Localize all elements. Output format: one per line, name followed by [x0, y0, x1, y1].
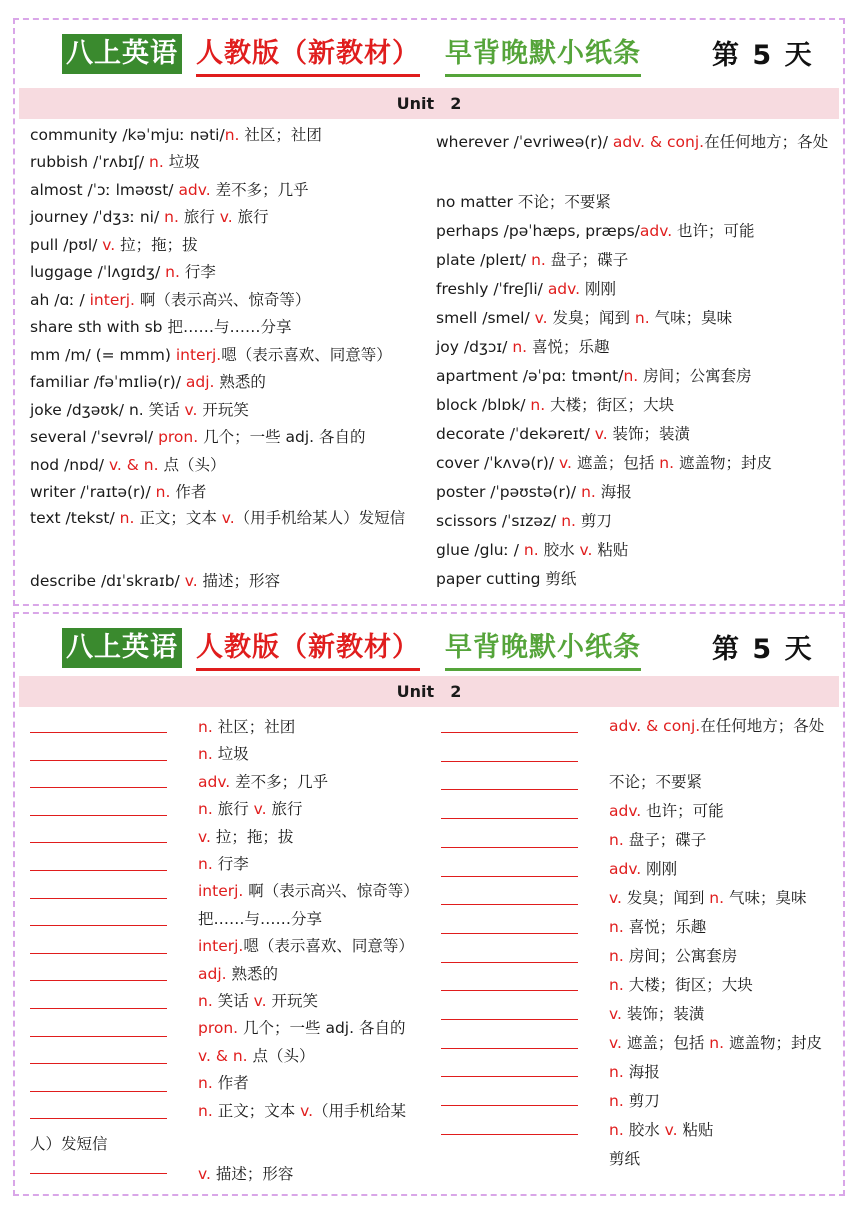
quiz-card — [13, 612, 845, 1196]
quiz-definition — [198, 853, 249, 875]
part-of-speech: n. — [561, 512, 576, 530]
vocab-word: writer /ˈraɪtə(r)/ — [30, 483, 156, 501]
quiz-definition — [198, 826, 293, 848]
vocab-item — [30, 316, 291, 338]
part-of-speech: n. — [165, 263, 180, 281]
definition-text: 刚刚 — [641, 860, 678, 878]
definition-text: 嗯（表示喜欢、同意等） — [243, 937, 414, 956]
definition-text: （用手机给某 — [313, 1101, 407, 1120]
definition-text: 旅行 — [178, 208, 220, 226]
vocab-item — [30, 206, 269, 228]
definition-text: 遮盖物；封皮 — [674, 454, 772, 472]
definition-text: 盘子；碟子 — [623, 831, 707, 849]
part-of-speech: v. — [198, 1165, 211, 1183]
quiz-definition — [198, 1100, 406, 1122]
vocab-item — [30, 289, 310, 311]
definition-text: 拉；拖；拔 — [210, 827, 294, 846]
definition-text: 房间；公寓套房 — [623, 947, 738, 965]
vocab-word: cover /ˈkʌvə(r)/ — [436, 454, 559, 472]
part-of-speech: v. — [609, 889, 622, 907]
part-of-speech: adv. — [609, 802, 642, 820]
part-of-speech: v. — [184, 572, 198, 590]
quiz-definition — [198, 908, 322, 930]
vocab-item — [436, 394, 674, 416]
vocab-word: mm /m/ (= mmm) — [30, 346, 176, 364]
quiz-definition — [609, 829, 706, 851]
definition-text: 装饰；装潢 — [607, 425, 691, 443]
vocab-word: block /blɒk/ — [436, 396, 531, 414]
definition-text: 垃圾 — [163, 153, 200, 171]
quiz-definition — [198, 935, 414, 957]
quiz-definition — [609, 916, 706, 938]
answer-blank-line[interactable] — [441, 847, 578, 848]
vocab-word: pull /pʊl/ — [30, 236, 103, 254]
quiz-definition — [198, 743, 249, 765]
part-of-speech: v. — [198, 827, 211, 846]
answer-blank-line[interactable] — [441, 1076, 578, 1077]
part-of-speech: n. — [155, 483, 171, 501]
answer-blank-line[interactable] — [441, 1134, 578, 1135]
vocab-word: text /tekst/ — [30, 509, 120, 527]
vocab-word: smell /smel/ — [436, 309, 535, 327]
definition-text: n. 笑话 — [128, 401, 185, 419]
answer-blank-line[interactable] — [441, 732, 578, 733]
answer-blank-line[interactable] — [441, 789, 578, 790]
vocab-item — [436, 220, 755, 242]
definition-text: 剪纸 — [609, 1150, 641, 1168]
part-of-speech: v. — [253, 800, 267, 819]
part-of-speech: n. — [198, 1074, 213, 1093]
vocab-word: scissors /ˈsɪzəz/ — [436, 512, 562, 530]
vocab-word: luggage /ˈlʌɡɪdʒ/ — [30, 263, 166, 281]
part-of-speech: v. — [102, 236, 116, 254]
part-of-speech: v. — [184, 401, 198, 419]
part-of-speech: n. — [609, 947, 624, 965]
vocab-item — [436, 452, 772, 474]
definition-text: 盘子；碟子 — [545, 251, 629, 269]
vocab-word: poster /ˈpəʊstə(r)/ — [436, 483, 582, 501]
title-part3: 早背晚默小纸条 — [445, 628, 641, 671]
quiz-definition — [198, 1045, 315, 1067]
vocab-word: community /kəˈmjuː nəti/ — [30, 126, 225, 144]
definition-text: 发臭；闻到 — [621, 889, 710, 907]
title-part1: 八上英语 — [62, 628, 182, 668]
answer-blank-line[interactable] — [441, 933, 578, 934]
definition-text: 把……与……分享 — [198, 909, 323, 928]
answer-blank-line[interactable] — [30, 1173, 167, 1174]
definition-text: 旅行 — [232, 208, 269, 226]
part-of-speech: v. — [300, 1101, 314, 1120]
definition-text: 在任何地方；各处 — [704, 133, 829, 151]
definition-text: 也许；可能 — [672, 222, 755, 240]
vocab-item — [30, 344, 392, 366]
part-of-speech: adv. & conj. — [609, 717, 701, 735]
part-of-speech: n. — [119, 509, 135, 527]
definition-text: 旅行 — [266, 800, 303, 819]
part-of-speech: v. — [253, 992, 267, 1010]
part-of-speech: n. — [709, 889, 725, 907]
quiz-definition — [198, 1163, 293, 1185]
quiz-definition — [609, 974, 753, 996]
part-of-speech: adv. & conj. — [612, 133, 705, 151]
answer-blank-line[interactable] — [30, 953, 167, 954]
vocab-word: perhaps /pəˈhæps, præps/ — [436, 222, 640, 240]
part-of-speech: n. — [659, 454, 675, 472]
definition-text: 行李 — [212, 855, 249, 873]
definition-text: 几个；一些 adj. 各自的 — [238, 1019, 406, 1038]
definition-text: 大楼；街区；大块 — [545, 396, 675, 414]
vocab-word: apartment /əˈpɑː tmənt/ — [436, 367, 624, 385]
definition-text: 胶水 — [623, 1121, 665, 1139]
vocab-item — [30, 234, 198, 256]
definition-text: 作者 — [170, 483, 207, 501]
part-of-speech: interj. — [175, 346, 222, 364]
quiz-definition — [198, 990, 318, 1012]
part-of-speech: n. — [531, 251, 546, 269]
vocab-item — [30, 179, 309, 201]
definition-text: 大楼；街区；大块 — [623, 976, 753, 994]
unit-bar: Unit 2 — [19, 88, 839, 119]
definition-text: 在任何地方；各处 — [700, 717, 825, 735]
definition-text: 发臭；闻到 — [547, 309, 635, 327]
answer-blank-line[interactable] — [30, 1118, 167, 1119]
answer-blank-line[interactable] — [30, 1091, 167, 1092]
definition-text: 喜悦；乐趣 — [623, 918, 707, 936]
answer-blank-line[interactable] — [441, 962, 578, 963]
definition-text: 不论；不要紧 — [609, 773, 703, 791]
part-of-speech: n. — [609, 831, 624, 849]
vocab-word: ah /ɑː / — [30, 291, 90, 309]
part-of-speech: n. — [198, 745, 213, 764]
vocab-item — [436, 510, 612, 532]
title-part2: 人教版（新教材） — [196, 34, 420, 77]
part-of-speech: interj. — [198, 937, 244, 956]
quiz-definition — [609, 858, 677, 880]
answer-blank-line[interactable] — [30, 980, 167, 981]
vocab-item — [436, 365, 752, 387]
definition-text: 垃圾 — [212, 745, 249, 764]
part-of-speech: n. — [609, 1121, 624, 1139]
title-part1: 八上英语 — [62, 34, 182, 74]
part-of-speech: v. — [609, 1034, 622, 1052]
vocab-word: journey /ˈdʒɜː ni/ — [30, 208, 165, 226]
quiz-definition — [198, 771, 328, 793]
vocab-item — [30, 481, 206, 503]
definition-text: 粘贴 — [592, 541, 629, 559]
part-of-speech: interj. — [198, 882, 244, 901]
day-label: 第 5 天 — [712, 40, 814, 71]
card-header — [15, 624, 843, 672]
answer-blank-line[interactable] — [30, 842, 167, 843]
part-of-speech: v. — [664, 1121, 678, 1139]
definition-text: 遮盖；包括 — [571, 454, 660, 472]
vocab-word: no matter — [436, 193, 518, 211]
part-of-speech: adj. — [185, 373, 215, 391]
quiz-definition — [609, 771, 702, 793]
answer-blank-line[interactable] — [30, 732, 167, 733]
definition-text: 熟悉的 — [214, 373, 266, 391]
part-of-speech: v. — [594, 425, 608, 443]
definition-text: 啊（表示高兴、惊奇等） — [134, 291, 311, 309]
unit-bar: Unit 2 — [19, 676, 839, 707]
part-of-speech: n. — [512, 338, 528, 356]
definition-text: 气味；臭味 — [649, 309, 733, 327]
definition-text: 差不多；几乎 — [210, 181, 309, 199]
day-label: 第 5 天 — [712, 634, 814, 665]
part-of-speech: n. — [149, 153, 164, 171]
definition-text: 遮盖物；封皮 — [724, 1034, 822, 1052]
part-of-speech: v. — [558, 454, 572, 472]
definition-text: 房间；公寓套房 — [638, 367, 752, 385]
part-of-speech: adv. — [609, 860, 642, 878]
definition-text: 粘贴 — [677, 1121, 714, 1139]
definition-text: 社区；社团 — [239, 126, 322, 144]
title-part3: 早背晚默小纸条 — [445, 34, 641, 77]
answer-blank-line[interactable] — [30, 787, 167, 788]
definition-text: 嗯（表示喜欢、同意等） — [221, 346, 392, 364]
vocab-item — [30, 124, 322, 146]
answer-blank-line[interactable] — [30, 760, 167, 761]
definition-text: 熟悉的 — [226, 964, 279, 983]
quiz-definition — [609, 1003, 704, 1025]
vocab-item — [436, 307, 732, 329]
vocab-item — [30, 454, 225, 476]
definition-text: 几个；一些 adj. 各自的 — [198, 428, 366, 446]
part-of-speech: n. — [609, 976, 624, 994]
part-of-speech: v. — [579, 541, 593, 559]
vocab-item — [30, 426, 366, 448]
definition-text: 笑话 — [212, 992, 254, 1010]
part-of-speech: pron. — [158, 428, 199, 446]
answer-blank-line[interactable] — [441, 876, 578, 877]
vocab-word: rubbish /ˈrʌbɪʃ/ — [30, 153, 149, 171]
definition-text: 行李 — [179, 263, 216, 281]
definition-text: 旅行 — [212, 800, 254, 819]
quiz-definition — [198, 716, 295, 738]
definition-text: 胶水 — [538, 541, 580, 559]
definition-text: 遮盖；包括 — [621, 1034, 710, 1052]
quiz-definition — [198, 1017, 405, 1039]
definition-text: 作者 — [212, 1074, 249, 1093]
part-of-speech: v. — [219, 208, 233, 226]
vocab-item — [436, 128, 834, 157]
definition-text: 海报 — [623, 1063, 660, 1081]
vocab-word: glue /gluː / — [436, 541, 524, 559]
part-of-speech: n. — [709, 1034, 725, 1052]
part-of-speech: n. — [198, 1101, 213, 1120]
definition-text: 正文；文本 — [212, 1101, 301, 1120]
part-of-speech: n. — [609, 1092, 624, 1110]
part-of-speech: adv. — [198, 772, 231, 791]
part-of-speech: adv. — [178, 181, 211, 199]
part-of-speech: adv. — [639, 222, 673, 240]
quiz-definition — [609, 1148, 640, 1170]
vocab-item — [436, 481, 632, 503]
quiz-left-blanks — [30, 732, 170, 1192]
part-of-speech: n. — [198, 718, 213, 736]
vocab-item — [436, 336, 610, 358]
answer-blank-line[interactable] — [441, 990, 578, 991]
vocab-word: almost /ˈɔː lməʊst/ — [30, 181, 179, 199]
part-of-speech: v. — [609, 1005, 622, 1023]
vocab-item — [436, 423, 690, 445]
vocab-item — [436, 539, 628, 561]
vocab-word: freshly /ˈfreʃli/ — [436, 280, 548, 298]
answer-blank-line[interactable] — [441, 1048, 578, 1049]
definition-text: 装饰；装潢 — [621, 1005, 705, 1023]
answer-blank-line[interactable] — [441, 761, 578, 762]
part-of-speech: adv. — [547, 280, 581, 298]
study-card — [13, 18, 845, 606]
quiz-definition — [609, 712, 837, 741]
definition-text: 海报 — [595, 483, 632, 501]
quiz-definition — [198, 1072, 249, 1094]
answer-blank-line[interactable] — [30, 1008, 167, 1009]
definition-text: 剪刀 — [623, 1092, 660, 1110]
quiz-definition — [609, 1119, 713, 1141]
quiz-definition — [609, 1061, 660, 1083]
part-of-speech: n. — [634, 309, 650, 327]
definition-text: （用手机给某人）发短信 — [234, 509, 406, 527]
vocab-word: describe /dɪˈskraɪb/ — [30, 572, 185, 590]
part-of-speech: pron. — [198, 1019, 239, 1038]
part-of-speech: interj. — [89, 291, 135, 309]
part-of-speech: n. — [198, 855, 213, 873]
quiz-definition — [609, 1090, 660, 1112]
part-of-speech: n. — [530, 396, 546, 414]
definition-text: 剪刀 — [575, 512, 612, 530]
definition-text: 气味；臭味 — [724, 889, 807, 907]
part-of-speech: v. & n. — [198, 1046, 248, 1065]
definition-text: 差不多；几乎 — [230, 772, 329, 791]
vocab-item — [30, 371, 266, 393]
answer-blank-line[interactable] — [30, 1036, 167, 1037]
vocab-word: nod /nɒd/ — [30, 456, 109, 474]
definition-text: 喜悦；乐趣 — [527, 338, 610, 356]
vocab-item — [30, 504, 430, 533]
definition-text: 正文；文本 — [134, 509, 222, 527]
definition-text: 描述；形容 — [197, 572, 281, 590]
part-of-speech: v. & n. — [108, 456, 159, 474]
quiz-definition — [609, 1032, 822, 1054]
card-header — [15, 30, 843, 78]
quiz-definition — [609, 887, 806, 909]
vocab-word: share sth with sb — [30, 318, 168, 336]
answer-blank-line[interactable] — [441, 904, 578, 905]
part-of-speech: n. — [581, 483, 596, 501]
vocab-word: several /ˈsevrəl/ — [30, 428, 159, 446]
answer-blank-line[interactable] — [30, 870, 167, 871]
answer-blank-line[interactable] — [441, 1105, 578, 1106]
definition-text: 刚刚 — [580, 280, 616, 298]
part-of-speech: n. — [609, 1063, 624, 1081]
quiz-definition — [198, 798, 302, 820]
answer-blank-line[interactable] — [30, 925, 167, 926]
part-of-speech: v. — [534, 309, 548, 327]
definition-text: 剪纸 — [545, 570, 577, 588]
vocab-word: joke /dʒəʊk/ — [30, 401, 129, 419]
part-of-speech: n. — [198, 800, 213, 819]
definition-text: 开玩笑 — [197, 401, 249, 419]
vocab-word: decorate /ˈdekəreɪt/ — [436, 425, 595, 443]
definition-text: 开玩笑 — [266, 992, 318, 1010]
title-part2: 人教版（新教材） — [196, 628, 420, 671]
definition-text: 也许；可能 — [641, 802, 724, 820]
quiz-definition — [609, 800, 724, 822]
vocab-word: wherever /ˈevriweə(r)/ — [436, 133, 613, 151]
part-of-speech: n. — [198, 992, 213, 1010]
vocab-item — [30, 570, 280, 592]
definition-text: 描述；形容 — [210, 1165, 294, 1183]
vocab-word: joy /dʒɔɪ/ — [436, 338, 513, 356]
vocab-item — [436, 278, 616, 300]
vocab-word: plate /pleɪt/ — [436, 251, 532, 269]
quiz-definition — [198, 880, 419, 902]
quiz-wrap-text: 人）发短信 — [30, 1135, 108, 1153]
part-of-speech: n. — [523, 541, 539, 559]
part-of-speech: n. — [609, 918, 624, 936]
vocab-item — [30, 151, 200, 173]
definition-text: 把……与……分享 — [167, 318, 292, 336]
definition-text: 社区；社团 — [212, 718, 296, 736]
part-of-speech: v. — [221, 509, 235, 527]
definition-text: 点（头） — [158, 456, 226, 474]
definition-text: 啊（表示高兴、惊奇等） — [243, 882, 419, 901]
definition-text: 拉；拖；拔 — [115, 236, 198, 254]
quiz-definition — [198, 963, 278, 985]
definition-text: 点（头） — [247, 1046, 315, 1065]
quiz-right-blanks — [441, 732, 581, 1132]
part-of-speech: adj. — [198, 964, 227, 983]
part-of-speech: n. — [224, 126, 240, 144]
definition-text: 不论；不要紧 — [517, 193, 611, 211]
answer-blank-line[interactable] — [30, 1063, 167, 1064]
vocab-item — [436, 191, 611, 213]
part-of-speech: n. — [623, 367, 639, 385]
vocab-item — [436, 568, 576, 590]
vocab-item — [436, 249, 628, 271]
vocab-word: paper cutting — [436, 570, 546, 588]
vocab-word: familiar /fəˈmɪliə(r)/ — [30, 373, 186, 391]
vocab-item — [30, 399, 249, 421]
answer-blank-line[interactable] — [30, 815, 167, 816]
part-of-speech: n. — [164, 208, 179, 226]
vocab-item — [30, 261, 216, 283]
quiz-definition — [609, 945, 737, 967]
answer-blank-line[interactable] — [30, 898, 167, 899]
answer-blank-line[interactable] — [441, 1019, 578, 1020]
answer-blank-line[interactable] — [441, 818, 578, 819]
